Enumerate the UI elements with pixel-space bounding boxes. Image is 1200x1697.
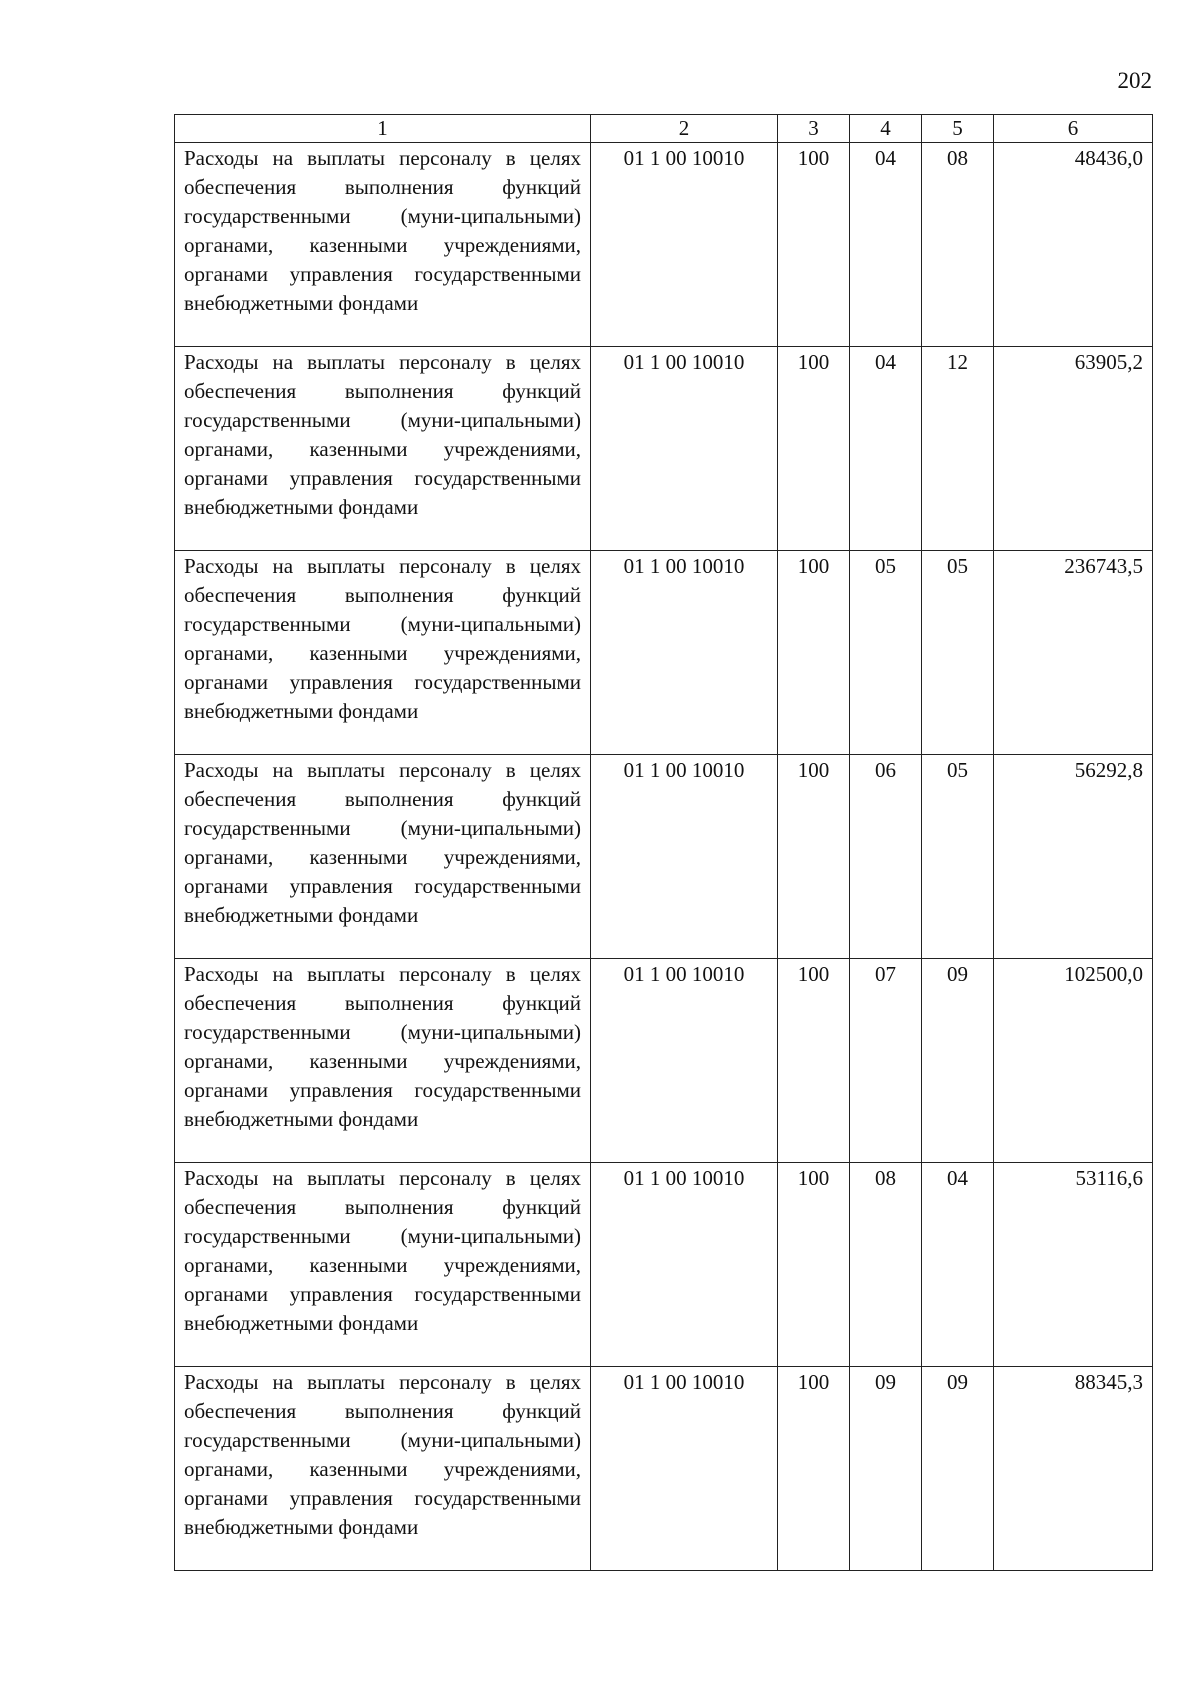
row-section: 07 [850, 959, 922, 1163]
row-subsection: 05 [922, 755, 994, 959]
row-description: Расходы на выплаты персоналу в целях обеспечения выполнения функций государственными (муни-ципальными) органами, казенными учреждениями, органами управления государственными внебюджетными фондами [175, 143, 591, 347]
row-subsection: 04 [922, 1163, 994, 1367]
row-section: 04 [850, 143, 922, 347]
row-description: Расходы на выплаты персоналу в целях обеспечения выполнения функций государственными (муни-ципальными) органами, казенными учреждениями, органами управления государственными внебюджетными фондами [175, 1163, 591, 1367]
row-description: Расходы на выплаты персоналу в целях обеспечения выполнения функций государственными (муни-ципальными) органами, казенными учреждениями, органами управления государственными внебюджетными фондами [175, 551, 591, 755]
table-row [175, 347, 1153, 551]
row-amount: 53116,6 [994, 1163, 1153, 1367]
row-subsection: 09 [922, 959, 994, 1163]
column-header-5: 5 [922, 115, 994, 143]
row-section: 09 [850, 1367, 922, 1571]
column-header-3: 3 [778, 115, 850, 143]
budget-table [174, 114, 1153, 1571]
column-header-6: 6 [994, 115, 1153, 143]
row-description: Расходы на выплаты персоналу в целях обеспечения выполнения функций государственными (муни-ципальными) органами, казенными учреждениями, органами управления государственными внебюджетными фондами [175, 959, 591, 1163]
row-expense-type: 100 [778, 755, 850, 959]
row-amount: 63905,2 [994, 347, 1153, 551]
row-description: Расходы на выплаты персоналу в целях обеспечения выполнения функций государственными (муни-ципальными) органами, казенными учреждениями, органами управления государственными внебюджетными фондами [175, 755, 591, 959]
row-description: Расходы на выплаты персоналу в целях обеспечения выполнения функций государственными (муни-ципальными) органами, казенными учреждениями, органами управления государственными внебюджетными фондами [175, 347, 591, 551]
header-row [175, 115, 1153, 143]
row-amount: 236743,5 [994, 551, 1153, 755]
row-amount: 48436,0 [994, 143, 1153, 347]
row-amount: 56292,8 [994, 755, 1153, 959]
row-amount: 88345,3 [994, 1367, 1153, 1571]
table-row [175, 1163, 1153, 1367]
row-expense-type: 100 [778, 143, 850, 347]
row-section: 08 [850, 1163, 922, 1367]
row-expense-type: 100 [778, 1163, 850, 1367]
row-target-code: 01 1 00 10010 [591, 959, 778, 1163]
row-expense-type: 100 [778, 551, 850, 755]
row-expense-type: 100 [778, 959, 850, 1163]
table-row [175, 143, 1153, 347]
column-header-2: 2 [591, 115, 778, 143]
row-subsection: 09 [922, 1367, 994, 1571]
row-section: 05 [850, 551, 922, 755]
row-target-code: 01 1 00 10010 [591, 347, 778, 551]
table-row [175, 1367, 1153, 1571]
column-header-4: 4 [850, 115, 922, 143]
row-target-code: 01 1 00 10010 [591, 551, 778, 755]
column-header-1: 1 [175, 115, 591, 143]
row-target-code: 01 1 00 10010 [591, 755, 778, 959]
row-section: 04 [850, 347, 922, 551]
row-amount: 102500,0 [994, 959, 1153, 1163]
row-section: 06 [850, 755, 922, 959]
row-description: Расходы на выплаты персоналу в целях обеспечения выполнения функций государственными (муни-ципальными) органами, казенными учреждениями, органами управления государственными внебюджетными фондами [175, 1367, 591, 1571]
row-target-code: 01 1 00 10010 [591, 1367, 778, 1571]
row-subsection: 05 [922, 551, 994, 755]
table-row [175, 755, 1153, 959]
row-target-code: 01 1 00 10010 [591, 143, 778, 347]
row-subsection: 12 [922, 347, 994, 551]
table-row [175, 959, 1153, 1163]
page-number: 202 [1117, 68, 1152, 93]
table-row [175, 551, 1153, 755]
row-target-code: 01 1 00 10010 [591, 1163, 778, 1367]
row-subsection: 08 [922, 143, 994, 347]
row-expense-type: 100 [778, 347, 850, 551]
row-expense-type: 100 [778, 1367, 850, 1571]
